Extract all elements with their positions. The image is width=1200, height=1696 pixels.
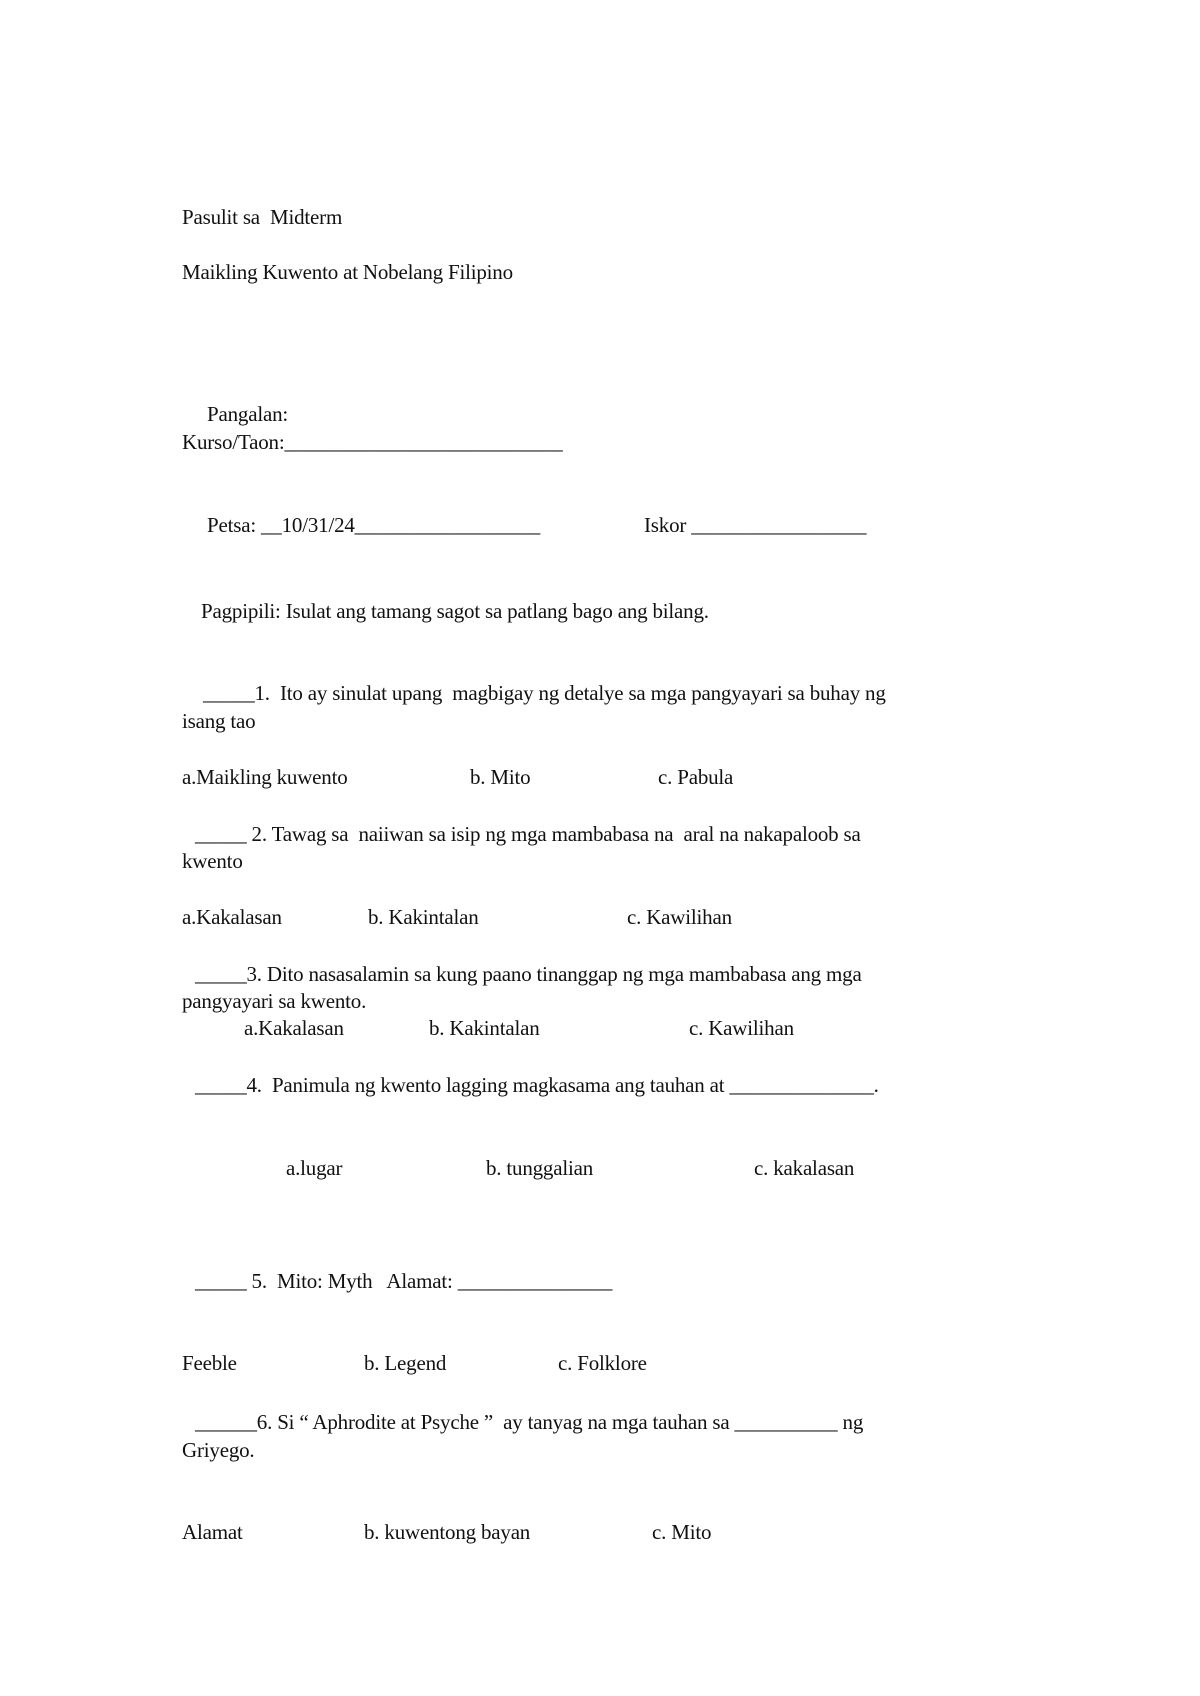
question-3-line-1: _____3. Dito nasasalamin sa kung paano tinanggap ng mga mambabasa ang mga bbox=[195, 962, 862, 986]
question-6-line-2: Griyego. bbox=[182, 1438, 255, 1462]
question-6-choice-a: Alamat bbox=[182, 1520, 243, 1544]
question-5-choice-c: c. Folklore bbox=[558, 1351, 647, 1375]
question-6-choice-c: c. Mito bbox=[652, 1520, 712, 1544]
question-6-line-1: ______6. Si “ Aphrodite at Psyche ” ay tanyag na mga tauhan sa __________ ng bbox=[195, 1410, 864, 1434]
iskor-field: Iskor _________________ bbox=[644, 513, 867, 537]
question-3-line-2: pangyayari sa kwento. bbox=[182, 989, 367, 1013]
question-4-choice-a: a.lugar bbox=[286, 1156, 343, 1180]
question-3-choice-a: a.Kakalasan bbox=[244, 1016, 344, 1040]
question-2-choice-a: a.Kakalasan bbox=[182, 905, 282, 929]
question-4-choice-b: b. tunggalian bbox=[486, 1156, 594, 1180]
course-subtitle: Maikling Kuwento at Nobelang Filipino bbox=[182, 260, 513, 284]
question-2-choice-c: c. Kawilihan bbox=[627, 905, 732, 929]
question-5-line-1: _____ 5. Mito: Myth Alamat: _______________ bbox=[195, 1269, 613, 1293]
question-4-choice-c: c. kakalasan bbox=[754, 1156, 855, 1180]
question-2-choice-b: b. Kakintalan bbox=[368, 905, 479, 929]
question-1-choice-c: c. Pabula bbox=[658, 765, 734, 789]
question-2-line-1: _____ 2. Tawag sa naiiwan sa isip ng mga mambabasa na aral na nakapaloob sa bbox=[195, 822, 861, 846]
question-4-line-1: _____4. Panimula ng kwento lagging magkasama ang tauhan at ______________. bbox=[195, 1073, 879, 1097]
kurso-taon-field: Kurso/Taon:___________________________ bbox=[182, 430, 563, 454]
question-3-choice-b: b. Kakintalan bbox=[429, 1016, 540, 1040]
petsa-field: Petsa: __10/31/24__________________ bbox=[207, 513, 541, 537]
pangalan-label: Pangalan: bbox=[207, 402, 289, 426]
exam-title: Pasulit sa Midterm bbox=[182, 205, 343, 229]
question-5-choice-b: b. Legend bbox=[364, 1351, 447, 1375]
question-1-choice-a: a.Maikling kuwento bbox=[182, 765, 348, 789]
question-2-line-2: kwento bbox=[182, 849, 243, 873]
question-3-choice-c: c. Kawilihan bbox=[689, 1016, 794, 1040]
question-1-line-2: isang tao bbox=[182, 709, 256, 733]
question-1-line-1: _____1. Ito ay sinulat upang magbigay ng detalye sa mga pangyayari sa buhay ng bbox=[203, 681, 886, 705]
instruction-text: Pagpipili: Isulat ang tamang sagot sa patlang bago ang bilang. bbox=[201, 599, 709, 623]
question-1-choice-b: b. Mito bbox=[470, 765, 531, 789]
question-5-choice-a: Feeble bbox=[182, 1351, 237, 1375]
question-6-choice-b: b. kuwentong bayan bbox=[364, 1520, 531, 1544]
